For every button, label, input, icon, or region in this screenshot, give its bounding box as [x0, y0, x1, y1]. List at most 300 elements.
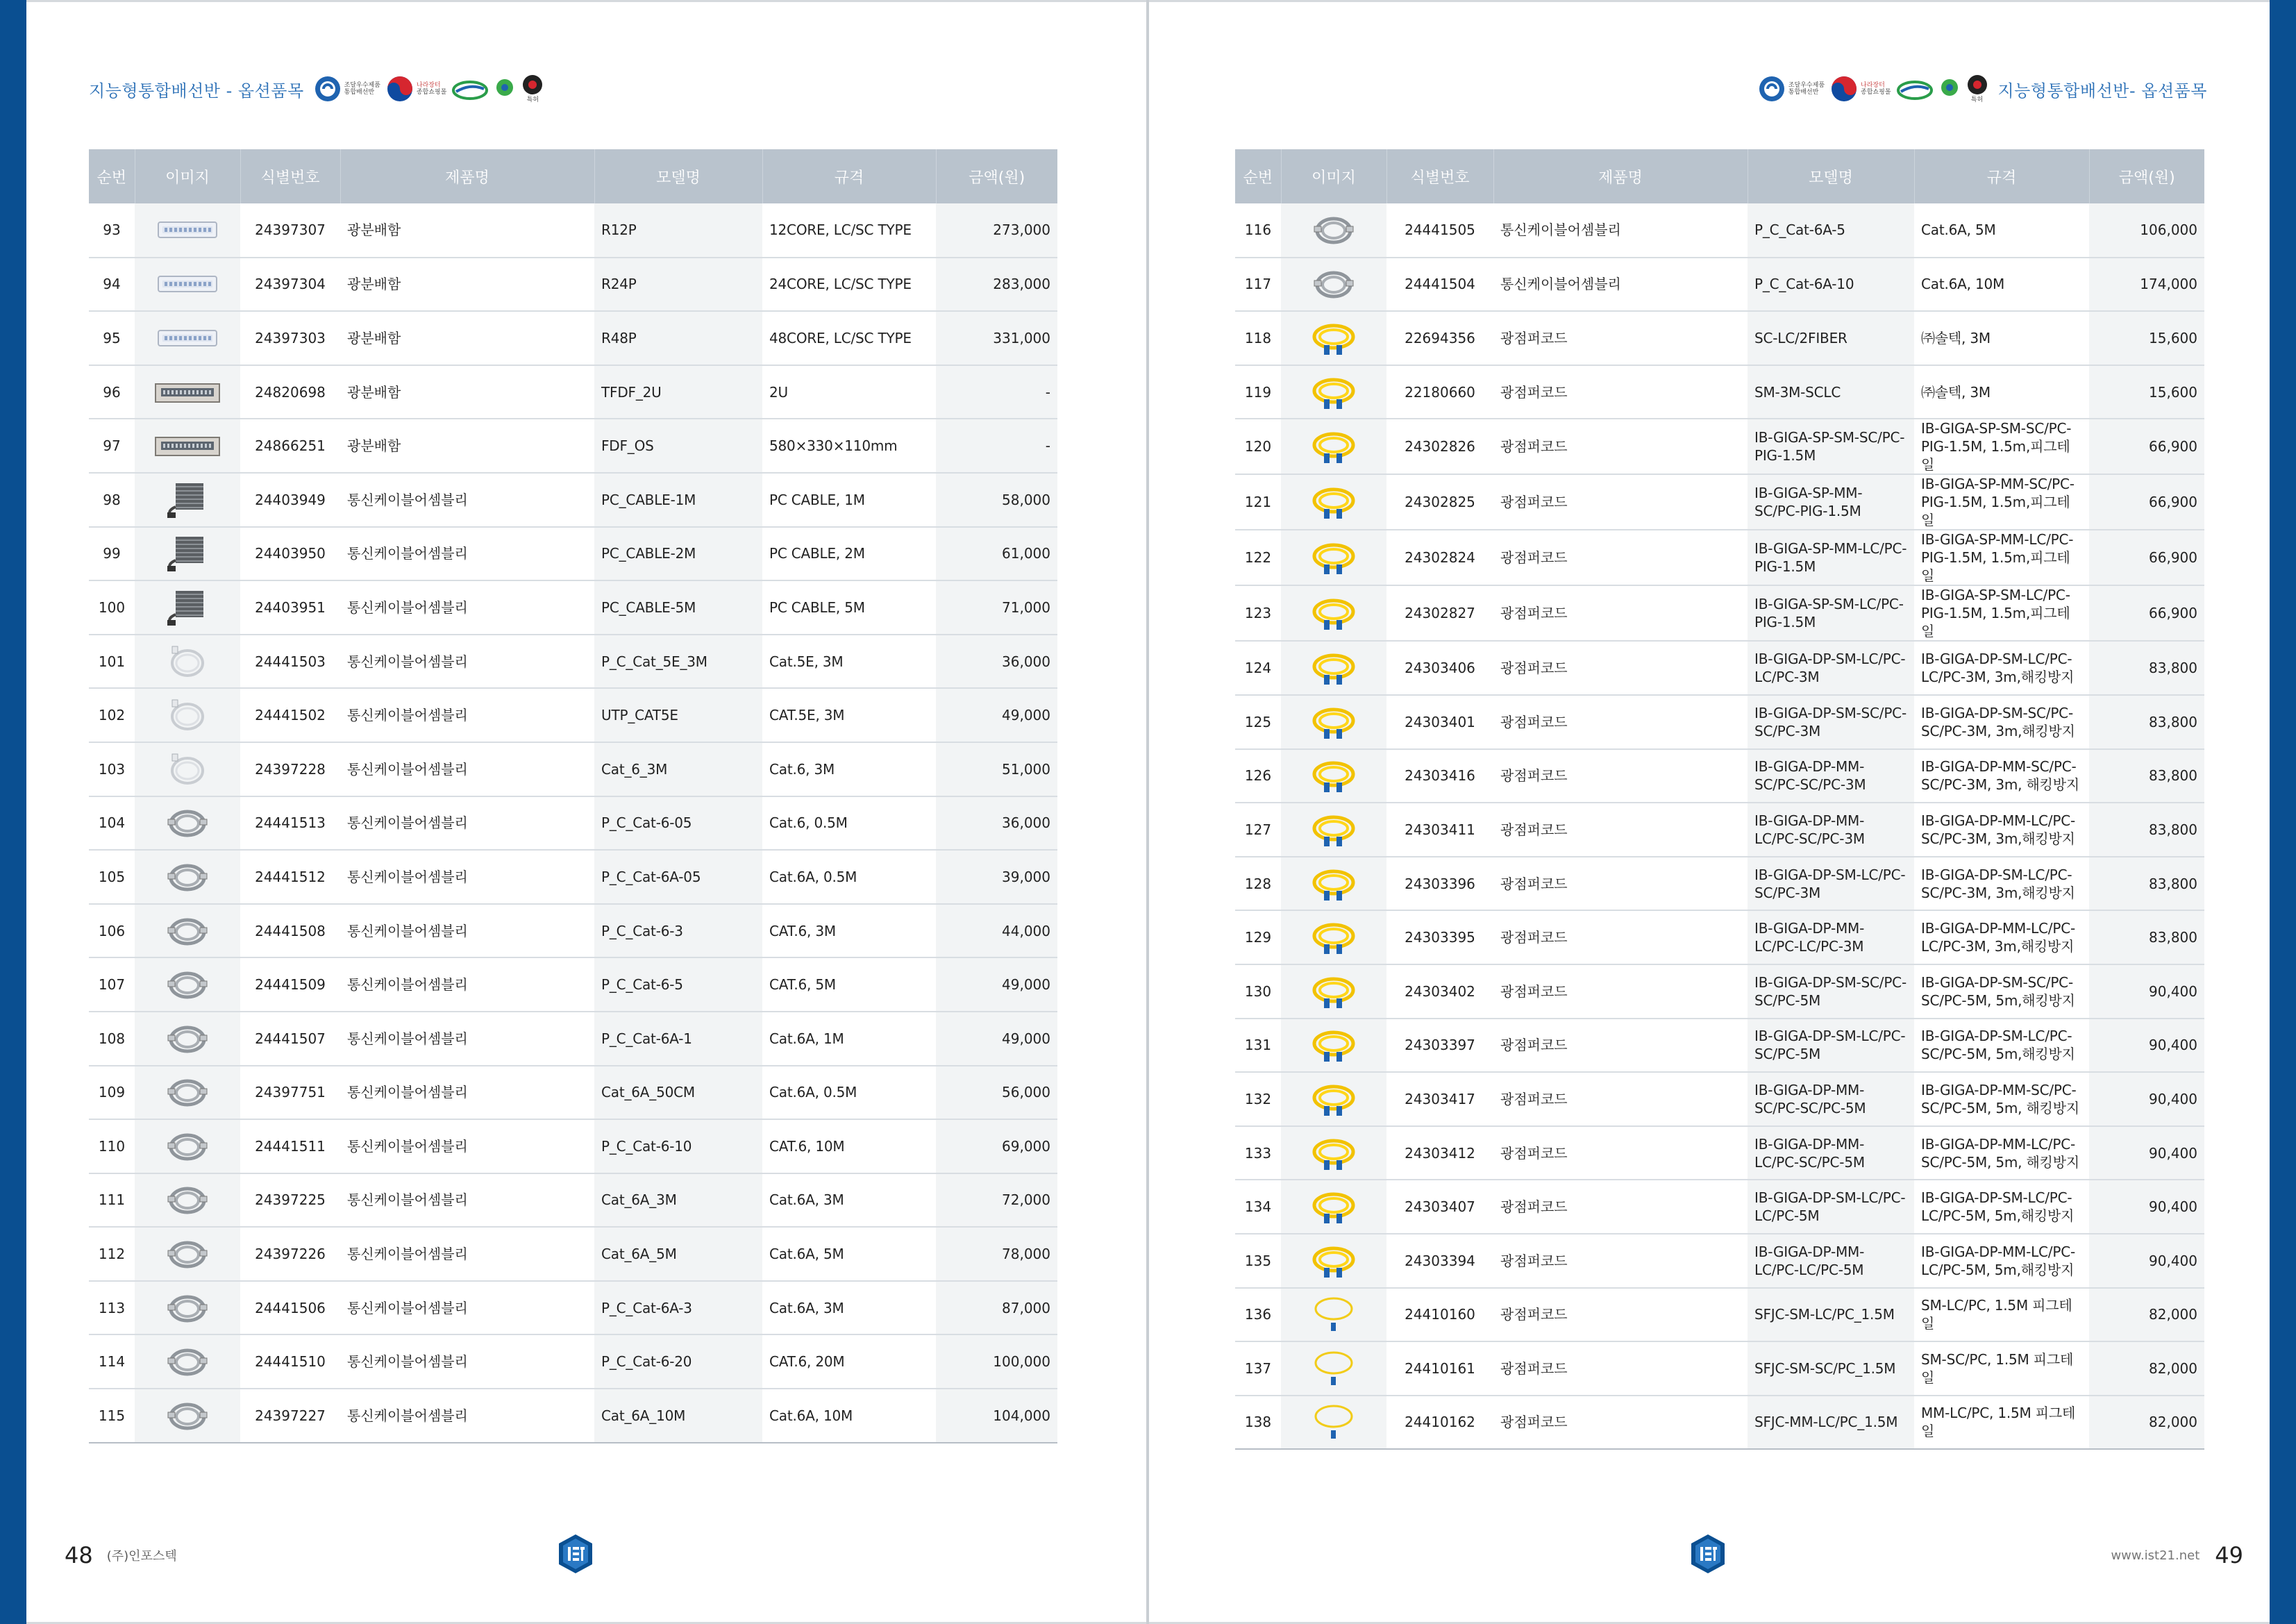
cell-number: 109: [89, 1066, 135, 1120]
table-row: [1235, 857, 2204, 911]
cell-number: 104: [89, 796, 135, 851]
table-row: [89, 957, 1057, 1012]
cell-price: 36,000: [936, 635, 1057, 689]
cell-identifier: 24303416: [1386, 749, 1493, 803]
cell-identifier: 24303411: [1386, 803, 1493, 857]
cell-image: [135, 850, 240, 904]
cell-model-name: P_C_Cat-6A-3: [594, 1281, 762, 1335]
table-row: [1235, 1180, 2204, 1234]
cert-narajangteo: [1830, 75, 1891, 103]
cell-model-name: R48P: [594, 311, 762, 365]
cell-product-name: 광점퍼코드: [1493, 803, 1748, 857]
cell-identifier: 24303401: [1386, 695, 1493, 749]
table-row: [1235, 419, 2204, 474]
cell-model-name: IB-GIGA-DP-MM-LC/PC-LC/PC-5M: [1748, 1234, 1914, 1288]
cell-product-name: 통신케이블어셈블리: [340, 904, 594, 958]
cell-specification: CAT.6, 3M: [762, 904, 936, 958]
cell-product-name: 통신케이블어셈블리: [1493, 258, 1748, 312]
flat-cable-icon: [163, 588, 212, 627]
cell-image: [1281, 695, 1386, 749]
grey-cable-icon: [165, 1235, 210, 1273]
cell-specification: Cat.6A, 3M: [762, 1281, 936, 1335]
cell-image: [1281, 311, 1386, 365]
cell-price: 273,000: [936, 203, 1057, 258]
cell-identifier: 24302824: [1386, 530, 1493, 585]
cell-product-name: 광점퍼코드: [1493, 910, 1748, 964]
certification-logos: [1758, 74, 1988, 103]
table-row: [89, 527, 1057, 581]
grey-cable-icon: [165, 1397, 210, 1434]
cell-price: 106,000: [2089, 203, 2204, 258]
fiber-cord-icon: [1309, 810, 1359, 849]
cell-model-name: PC_CABLE-1M: [594, 473, 762, 527]
cell-specification: ㈜솔텍, 3M: [1914, 365, 2089, 419]
cert-narajangteo: [386, 75, 446, 103]
cell-price: 174,000: [2089, 258, 2204, 312]
cell-image: [135, 904, 240, 958]
cell-identifier: 24397226: [240, 1227, 340, 1281]
fiber-cord-icon: [1309, 1241, 1359, 1280]
fiber-cord-icon: [1309, 483, 1359, 521]
grey-cable-icon: [165, 912, 210, 950]
cell-product-name: 광점퍼코드: [1493, 1180, 1748, 1234]
taegeuk-icon: [1830, 75, 1858, 103]
cell-identifier: 24397751: [240, 1066, 340, 1120]
cell-price: 90,400: [2089, 1019, 2204, 1073]
cell-specification: IB-GIGA-SP-MM-SC/PC-PIG-1.5M, 1.5m,피그테일: [1914, 474, 2089, 530]
right-page-header: [1758, 69, 2207, 108]
cell-image: [1281, 1288, 1386, 1342]
cell-model-name: IB-GIGA-SP-SM-SC/PC-PIG-1.5M: [1748, 419, 1914, 474]
table-row: [1235, 365, 2204, 419]
cell-number: 114: [89, 1334, 135, 1389]
cell-identifier: 24441502: [240, 688, 340, 742]
table-row: [1235, 1019, 2204, 1073]
cell-image: [1281, 203, 1386, 258]
cell-model-name: PC_CABLE-5M: [594, 580, 762, 635]
grey-cable-icon: [165, 1128, 210, 1165]
cell-specification: IB-GIGA-DP-SM-LC/PC-SC/PC-3M, 3m,해킹방지: [1914, 857, 2089, 911]
cell-identifier: 24303397: [1386, 1019, 1493, 1073]
cell-number: 101: [89, 635, 135, 689]
cert-label: 조달우수제품 통합배선반: [1788, 81, 1825, 96]
cell-specification: SM-SC/PC, 1.5M 피그테일: [1914, 1341, 2089, 1396]
cell-product-name: 광점퍼코드: [1493, 1019, 1748, 1073]
cell-image: [135, 957, 240, 1012]
cell-image: [1281, 1126, 1386, 1180]
cell-model-name: P_C_Cat-6A-10: [1748, 258, 1914, 312]
ist-logo-icon: [1690, 1533, 1726, 1575]
cell-number: 120: [1235, 419, 1281, 474]
cell-specification: IB-GIGA-DP-SM-LC/PC-LC/PC-5M, 5m,해킹방지: [1914, 1180, 2089, 1234]
cell-price: 44,000: [936, 904, 1057, 958]
cell-specification: 12CORE, LC/SC TYPE: [762, 203, 936, 258]
cell-product-name: 광분배함: [340, 419, 594, 473]
grey-cable-icon: [165, 1020, 210, 1057]
cell-image: [1281, 1234, 1386, 1288]
cell-price: 90,400: [2089, 1072, 2204, 1126]
cell-image: [1281, 1180, 1386, 1234]
table-row: [1235, 1234, 2204, 1288]
cell-specification: CAT.6, 5M: [762, 957, 936, 1012]
cell-product-name: 광점퍼코드: [1493, 585, 1748, 641]
cell-model-name: Cat_6A_5M: [594, 1227, 762, 1281]
cell-price: 66,900: [2089, 585, 2204, 641]
cell-number: 105: [89, 850, 135, 904]
cell-product-name: 광점퍼코드: [1493, 365, 1748, 419]
cell-price: 82,000: [2089, 1341, 2204, 1396]
price-table: [1235, 149, 2204, 1450]
table-body: [1235, 203, 2204, 1449]
cell-image: [1281, 258, 1386, 312]
fiber-cord-icon: [1309, 1026, 1359, 1064]
cell-model-name: Cat_6A_3M: [594, 1173, 762, 1228]
cell-identifier: 24820698: [240, 365, 340, 419]
table-row: [89, 1119, 1057, 1173]
optical-box-icon: [156, 218, 219, 242]
cell-model-name: IB-GIGA-DP-MM-LC/PC-SC/PC-5M: [1748, 1126, 1914, 1180]
cell-price: 83,800: [2089, 910, 2204, 964]
fiber-cord-icon: [1309, 756, 1359, 795]
cell-product-name: 광점퍼코드: [1493, 749, 1748, 803]
cell-specification: 2U: [762, 365, 936, 419]
optical-box-icon: [156, 272, 219, 296]
table-row: [89, 850, 1057, 904]
cell-price: 58,000: [936, 473, 1057, 527]
cell-product-name: 통신케이블어셈블리: [340, 1119, 594, 1173]
cell-model-name: SC-LC/2FIBER: [1748, 311, 1914, 365]
cell-model-name: SFJC-SM-LC/PC_1.5M: [1748, 1288, 1914, 1342]
white-cable-icon: [167, 642, 208, 681]
cell-price: 90,400: [2089, 1234, 2204, 1288]
cell-specification: IB-GIGA-DP-SM-LC/PC-SC/PC-5M, 5m,해킹방지: [1914, 1019, 2089, 1073]
patent-icon: [521, 74, 544, 96]
cell-identifier: 24397307: [240, 203, 340, 258]
table-row: [1235, 695, 2204, 749]
cell-identifier: 24866251: [240, 419, 340, 473]
table-row: [89, 580, 1057, 635]
cell-specification: PC CABLE, 1M: [762, 473, 936, 527]
cell-specification: 48CORE, LC/SC TYPE: [762, 311, 936, 365]
certification-logos: [314, 74, 544, 103]
cell-model-name: FDF_OS: [594, 419, 762, 473]
cell-image: [1281, 530, 1386, 585]
cell-image: [135, 1173, 240, 1228]
left-footer: [65, 1538, 177, 1573]
right-edge-band: [2270, 0, 2296, 1624]
col-price-header: 금액(원): [2089, 149, 2204, 203]
cell-image: [135, 1119, 240, 1173]
cell-product-name: 통신케이블어셈블리: [340, 796, 594, 851]
eco-mark-icon: [1897, 75, 1933, 103]
cell-image: [135, 1012, 240, 1066]
cell-price: 49,000: [936, 688, 1057, 742]
cell-price: 82,000: [2089, 1396, 2204, 1450]
cell-identifier: 24410161: [1386, 1341, 1493, 1396]
cell-number: 137: [1235, 1341, 1281, 1396]
fiber-cord-icon: [1309, 703, 1359, 742]
cell-identifier: 24303396: [1386, 857, 1493, 911]
cell-identifier: 24303407: [1386, 1180, 1493, 1234]
flat-cable-icon: [163, 480, 212, 519]
cell-product-name: 광점퍼코드: [1493, 964, 1748, 1019]
cell-model-name: IB-GIGA-DP-SM-LC/PC-SC/PC-5M: [1748, 1019, 1914, 1073]
cert-label: 나라장터 종합쇼핑몰: [1861, 81, 1891, 96]
cell-product-name: 광점퍼코드: [1493, 474, 1748, 530]
cell-image: [135, 1281, 240, 1335]
cell-price: 71,000: [936, 580, 1057, 635]
cell-product-name: 통신케이블어셈블리: [340, 1227, 594, 1281]
cell-image: [135, 1334, 240, 1389]
cell-image: [1281, 857, 1386, 911]
cell-price: -: [936, 419, 1057, 473]
col-model-name-header: 모델명: [594, 149, 762, 203]
cell-model-name: IB-GIGA-DP-SM-LC/PC-LC/PC-5M: [1748, 1180, 1914, 1234]
procurement-seal-icon: [1758, 75, 1786, 103]
cell-identifier: 24441510: [240, 1334, 340, 1389]
cell-model-name: IB-GIGA-SP-MM-LC/PC-PIG-1.5M: [1748, 530, 1914, 585]
fiber-cord-icon: [1309, 1187, 1359, 1226]
cell-product-name: 광점퍼코드: [1493, 1234, 1748, 1288]
cell-price: 100,000: [936, 1334, 1057, 1389]
cell-price: 66,900: [2089, 474, 2204, 530]
cell-product-name: 광분배함: [340, 365, 594, 419]
table-row: [1235, 530, 2204, 585]
cell-identifier: 24303412: [1386, 1126, 1493, 1180]
cell-model-name: IB-GIGA-DP-SM-SC/PC-SC/PC-3M: [1748, 695, 1914, 749]
table-row: [89, 1012, 1057, 1066]
cell-identifier: 24410160: [1386, 1288, 1493, 1342]
table-row: [1235, 311, 2204, 365]
cell-number: 106: [89, 904, 135, 958]
table-row: [1235, 749, 2204, 803]
cell-number: 97: [89, 419, 135, 473]
cell-specification: CAT.6, 20M: [762, 1334, 936, 1389]
cell-number: 98: [89, 473, 135, 527]
cell-image: [1281, 419, 1386, 474]
cell-number: 128: [1235, 857, 1281, 911]
rack-panel-icon: [154, 432, 221, 460]
cell-specification: PC CABLE, 5M: [762, 580, 936, 635]
cell-specification: SM-LC/PC, 1.5M 피그테일: [1914, 1288, 2089, 1342]
grey-cable-icon: [165, 858, 210, 896]
fiber-cord-icon: [1309, 319, 1359, 358]
cell-model-name: SFJC-SM-SC/PC_1.5M: [1748, 1341, 1914, 1396]
cert-label: 특허: [526, 97, 539, 104]
table-row: [1235, 803, 2204, 857]
cell-identifier: 22180660: [1386, 365, 1493, 419]
cell-specification: IB-GIGA-SP-MM-LC/PC-PIG-1.5M, 1.5m,피그테일: [1914, 530, 2089, 585]
cell-identifier: 24397228: [240, 742, 340, 796]
cell-model-name: IB-GIGA-DP-MM-SC/PC-SC/PC-5M: [1748, 1072, 1914, 1126]
cell-identifier: 24302825: [1386, 474, 1493, 530]
cell-image: [135, 365, 240, 419]
cell-specification: IB-GIGA-DP-MM-LC/PC-SC/PC-3M, 3m,해킹방지: [1914, 803, 2089, 857]
table-row: [89, 473, 1057, 527]
table-row: [89, 1389, 1057, 1443]
cell-product-name: 통신케이블어셈블리: [340, 527, 594, 581]
table-row: [1235, 1341, 2204, 1396]
table-body: [89, 203, 1057, 1443]
cell-number: 103: [89, 742, 135, 796]
cell-specification: IB-GIGA-DP-MM-SC/PC-SC/PC-3M, 3m, 해킹방지: [1914, 749, 2089, 803]
cell-price: 83,800: [2089, 695, 2204, 749]
cell-identifier: 24441513: [240, 796, 340, 851]
table-row: [1235, 1288, 2204, 1342]
cell-identifier: 24441507: [240, 1012, 340, 1066]
cell-image: [1281, 1072, 1386, 1126]
cell-product-name: 통신케이블어셈블리: [340, 1334, 594, 1389]
cell-model-name: UTP_CAT5E: [594, 688, 762, 742]
cell-identifier: 24441503: [240, 635, 340, 689]
cell-product-name: 통신케이블어셈블리: [340, 742, 594, 796]
cell-price: 83,800: [2089, 803, 2204, 857]
cell-specification: CAT.6, 10M: [762, 1119, 936, 1173]
cell-identifier: 22694356: [1386, 311, 1493, 365]
table-row: [89, 688, 1057, 742]
cell-product-name: 광분배함: [340, 203, 594, 258]
grey-cable-icon: [1312, 211, 1356, 249]
cell-specification: Cat.6A, 5M: [762, 1227, 936, 1281]
cell-price: 87,000: [936, 1281, 1057, 1335]
cell-product-name: 광점퍼코드: [1493, 1288, 1748, 1342]
cell-image: [135, 580, 240, 635]
cell-identifier: 24410162: [1386, 1396, 1493, 1450]
cell-number: 94: [89, 258, 135, 312]
cert-excellent-product: [1758, 75, 1825, 103]
cell-image: [135, 527, 240, 581]
cell-specification: IB-GIGA-DP-SM-LC/PC-LC/PC-3M, 3m,해킹방지: [1914, 641, 2089, 695]
table-row: [1235, 641, 2204, 695]
cell-identifier: 24397227: [240, 1389, 340, 1443]
cell-specification: PC CABLE, 2M: [762, 527, 936, 581]
rack-panel-icon: [154, 378, 221, 406]
cert-patent: [521, 74, 544, 103]
cell-image: [1281, 803, 1386, 857]
cell-number: 110: [89, 1119, 135, 1173]
cell-price: 49,000: [936, 957, 1057, 1012]
cell-specification: Cat.6A, 0.5M: [762, 850, 936, 904]
cell-specification: 24CORE, LC/SC TYPE: [762, 258, 936, 312]
cell-product-name: 통신케이블어셈블리: [340, 473, 594, 527]
table-row: [89, 742, 1057, 796]
cell-specification: IB-GIGA-DP-MM-LC/PC-LC/PC-3M, 3m,해킹방지: [1914, 910, 2089, 964]
cell-identifier: 24441509: [240, 957, 340, 1012]
cell-price: 15,600: [2089, 311, 2204, 365]
col-model-name-header: 모델명: [1748, 149, 1914, 203]
table-row: [1235, 1072, 2204, 1126]
procurement-seal-icon: [314, 75, 342, 103]
patent-icon: [1966, 74, 1988, 96]
cell-specification: IB-GIGA-DP-SM-SC/PC-SC/PC-5M, 5m,해킹방지: [1914, 964, 2089, 1019]
cell-specification: IB-GIGA-DP-SM-SC/PC-SC/PC-3M, 3m,해킹방지: [1914, 695, 2089, 749]
cell-image: [1281, 749, 1386, 803]
cell-product-name: 통신케이블어셈블리: [340, 635, 594, 689]
cell-specification: CAT.5E, 3M: [762, 688, 936, 742]
col-identifier-header: 식별번호: [240, 149, 340, 203]
flat-cable-icon: [163, 534, 212, 573]
cell-specification: IB-GIGA-DP-MM-SC/PC-SC/PC-5M, 5m, 해킹방지: [1914, 1072, 2089, 1126]
cell-image: [135, 796, 240, 851]
pigtail-icon: [1310, 1348, 1357, 1389]
cell-product-name: 통신케이블어셈블리: [340, 1066, 594, 1120]
cell-price: 49,000: [936, 1012, 1057, 1066]
cell-product-name: 광점퍼코드: [1493, 1341, 1748, 1396]
cell-image: [135, 1227, 240, 1281]
cert-excellent-product: [314, 75, 380, 103]
cell-product-name: 광점퍼코드: [1493, 419, 1748, 474]
cell-product-name: 통신케이블어셈블리: [340, 1389, 594, 1443]
table-row: [89, 419, 1057, 473]
grey-cable-icon: [165, 1181, 210, 1219]
green-leaf-icon: [1938, 78, 1961, 100]
col-image-header: 이미지: [135, 149, 240, 203]
cell-model-name: Cat_6A_10M: [594, 1389, 762, 1443]
fiber-cord-icon: [1309, 538, 1359, 577]
table-row: [1235, 474, 2204, 530]
cell-product-name: 통신케이블어셈블리: [340, 957, 594, 1012]
cell-model-name: P_C_Cat-6-3: [594, 904, 762, 958]
cell-model-name: P_C_Cat-6A-05: [594, 850, 762, 904]
cell-number: 115: [89, 1389, 135, 1443]
col-number-header: 순번: [89, 149, 135, 203]
cell-image: [135, 688, 240, 742]
table-header-row: [1235, 149, 2204, 203]
cell-identifier: 24303417: [1386, 1072, 1493, 1126]
fiber-cord-icon: [1309, 373, 1359, 412]
company-name: (주)인포스텍: [106, 1549, 177, 1564]
cell-specification: IB-GIGA-SP-SM-LC/PC-PIG-1.5M, 1.5m,피그테일: [1914, 585, 2089, 641]
fiber-cord-icon: [1309, 864, 1359, 903]
cell-identifier: 24441511: [240, 1119, 340, 1173]
cell-number: 112: [89, 1227, 135, 1281]
col-number-header: 순번: [1235, 149, 1281, 203]
cell-price: 331,000: [936, 311, 1057, 365]
cell-price: 69,000: [936, 1119, 1057, 1173]
cell-number: 135: [1235, 1234, 1281, 1288]
cell-number: 124: [1235, 641, 1281, 695]
cell-specification: Cat.6A, 5M: [1914, 203, 2089, 258]
cell-number: 130: [1235, 964, 1281, 1019]
cell-specification: Cat.6A, 0.5M: [762, 1066, 936, 1120]
table-row: [1235, 1126, 2204, 1180]
cell-price: 83,800: [2089, 641, 2204, 695]
cell-product-name: 광점퍼코드: [1493, 1396, 1748, 1450]
table-row: [89, 1281, 1057, 1335]
table-row: [89, 365, 1057, 419]
left-page-header: [89, 69, 544, 108]
cell-specification: Cat.6, 3M: [762, 742, 936, 796]
cell-image: [1281, 641, 1386, 695]
col-specification-header: 규격: [1914, 149, 2089, 203]
cell-number: 113: [89, 1281, 135, 1335]
cell-identifier: 24397225: [240, 1173, 340, 1228]
cell-number: 116: [1235, 203, 1281, 258]
cell-model-name: TFDF_2U: [594, 365, 762, 419]
cell-model-name: IB-GIGA-DP-MM-LC/PC-LC/PC-3M: [1748, 910, 1914, 964]
cell-model-name: IB-GIGA-SP-SM-LC/PC-PIG-1.5M: [1748, 585, 1914, 641]
cell-number: 107: [89, 957, 135, 1012]
cell-number: 118: [1235, 311, 1281, 365]
table-row: [1235, 910, 2204, 964]
cell-identifier: 24397304: [240, 258, 340, 312]
cell-product-name: 광점퍼코드: [1493, 1126, 1748, 1180]
cell-model-name: P_C_Cat-6A-5: [1748, 203, 1914, 258]
cell-price: 39,000: [936, 850, 1057, 904]
cell-model-name: IB-GIGA-DP-MM-LC/PC-SC/PC-3M: [1748, 803, 1914, 857]
green-leaf-icon: [494, 78, 516, 100]
cell-number: 126: [1235, 749, 1281, 803]
